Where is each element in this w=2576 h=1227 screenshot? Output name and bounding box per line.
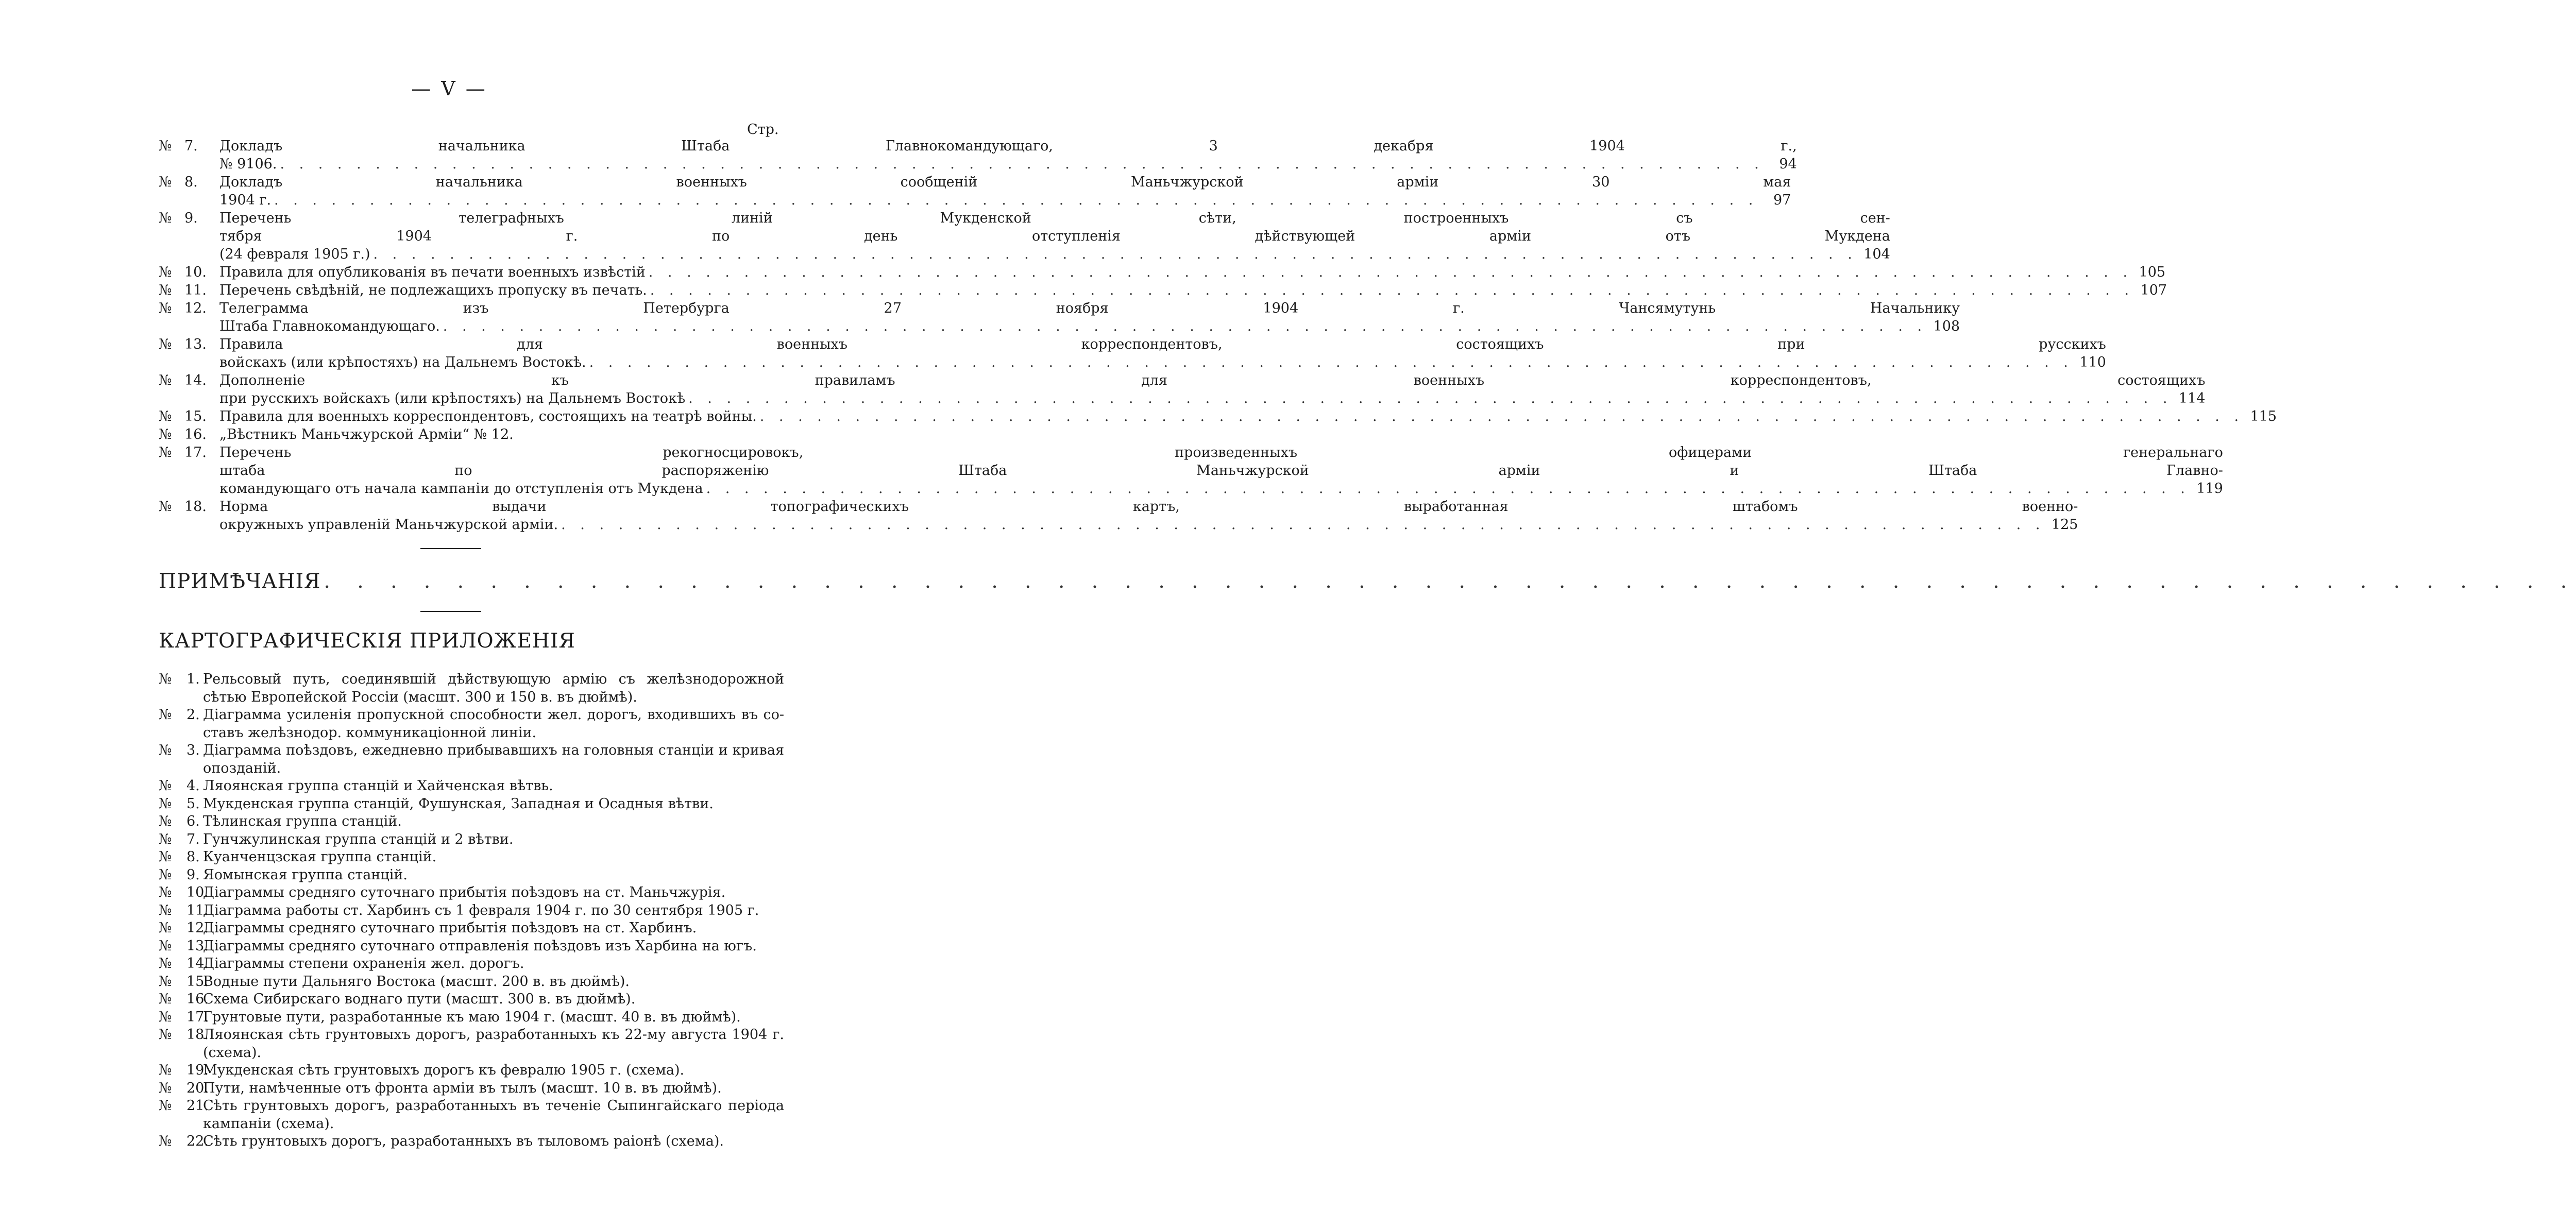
entry-body (219, 209, 1890, 263)
number-sign: № (159, 499, 172, 515)
map-number (159, 955, 209, 973)
map-number (159, 848, 203, 866)
map-text: Діаграмма работы ст. Харбинъ съ 1 февраля 1904 г. по 30 сентября 1905 г. (203, 902, 759, 918)
entry-number (159, 281, 219, 299)
entry-number (159, 209, 219, 263)
number-sign: № (159, 445, 172, 461)
entry-line: Телеграмма изъ Петербурга 27 ноября 1904 г. Чансямутунь Начальнику (219, 300, 1960, 316)
entry-text: войскахъ (или крѣпостяхъ) на Дальнемъ Востокѣ. (219, 354, 586, 370)
entry-page: 115 (2250, 408, 2277, 424)
number-sign: № (159, 336, 172, 352)
entry-number (159, 173, 219, 209)
leader-dots (649, 263, 2132, 281)
entry-text: окружныхъ управленій Маньчжурской арміи. (219, 517, 558, 533)
map-entry (159, 902, 784, 920)
map-entry (159, 813, 784, 831)
entry-last-line (219, 516, 2078, 534)
contents-entry (159, 498, 2078, 534)
map-index: 12. (187, 920, 209, 936)
map-number (159, 973, 209, 991)
entry-last-line (219, 317, 1960, 335)
map-entry (159, 848, 784, 866)
entry-line: Докладъ начальника военныхъ сообщеній Маньчжурской арміи 30 мая (219, 174, 1791, 190)
number-sign: № (159, 707, 172, 723)
number-sign: № (159, 1009, 172, 1025)
entry-text: № 9106. (219, 156, 277, 172)
entry-text: Перечень свѣдѣній, не подлежащихъ пропуску въ печать. (219, 282, 647, 298)
map-entry (159, 919, 784, 938)
number-sign: № (159, 210, 172, 226)
map-number (159, 795, 203, 813)
map-index: 1. (187, 671, 200, 687)
number-sign: № (159, 372, 172, 388)
map-entry (159, 777, 784, 795)
map-number (159, 866, 203, 884)
contents-entry (159, 209, 1890, 263)
entry-number (159, 444, 219, 498)
map-number (159, 1097, 209, 1133)
leader-dots (561, 516, 2045, 534)
number-sign: № (159, 866, 172, 883)
number-sign: № (159, 671, 172, 687)
entry-text: Правила для военныхъ корреспондентовъ, состоящихъ на театрѣ войны. (219, 408, 757, 424)
map-text: Схема Сибирскаго воднаго пути (масшт. 300 в. въ дюймѣ). (203, 991, 636, 1007)
map-index: 14. (187, 956, 209, 972)
notes-title: ПРИМѢЧАНІЯ (159, 570, 321, 593)
number-sign: № (159, 831, 172, 847)
leader-dots (589, 353, 2073, 371)
map-text: Діаграммы средняго суточнаго прибытія поѣздовъ на ст. Маньчжурія. (203, 884, 726, 900)
number-sign: № (159, 427, 172, 442)
entry-number (159, 335, 219, 371)
map-text: Гунчжулинская группа станцій и 2 вѣтви. (203, 831, 514, 847)
map-index: 22. (187, 1133, 209, 1149)
page-number: — V — (411, 77, 487, 100)
number-sign: № (159, 813, 172, 829)
map-text: Сѣть грунтовыхъ дорогъ, разработанныхъ въ теченіе Сыпингайскаго періода кампаніи (схема). (203, 1098, 784, 1132)
contents-entry (159, 371, 2206, 407)
map-index: 3. (187, 742, 200, 758)
entry-line: Правила для военныхъ корреспондентовъ, состоящихъ при русскихъ (219, 336, 2106, 352)
entry-number (159, 137, 219, 173)
contents-entry (159, 335, 2106, 371)
map-text: Водные пути Дальняго Востока (масшт. 200 в. въ дюймѣ). (203, 973, 630, 990)
map-text: Діаграмма усиленія пропускной способности жел. дорогъ, входившихъ въ со-ставъ желѣзнодор. коммуникаціонной линіи. (203, 707, 784, 741)
entry-text: командующаго отъ начала кампаніи до отступленія отъ Мукдена (219, 481, 703, 497)
entry-body (219, 371, 2205, 407)
notes-heading (159, 570, 784, 593)
map-index: 21. (187, 1098, 209, 1114)
number-sign: № (159, 174, 172, 190)
map-text: Діаграммы средняго суточнаго прибытія поѣздовъ на ст. Харбинъ. (203, 920, 697, 936)
map-text: Грунтовые пути, разработанные къ маю 1904 г. (масшт. 40 в. въ дюймѣ). (203, 1009, 741, 1025)
entry-last-line (219, 281, 2167, 299)
map-entry (159, 1080, 784, 1098)
map-entry (159, 866, 784, 884)
map-entry (159, 1097, 784, 1133)
leader-dots (706, 480, 2190, 498)
entry-index: 14. (184, 372, 207, 388)
map-number (159, 938, 209, 956)
entry-last-line (219, 353, 2106, 371)
leader-dots (274, 191, 1758, 209)
maps-list (159, 671, 784, 1151)
map-index: 7. (187, 831, 200, 847)
entry-body (219, 299, 1960, 335)
map-index: 9. (187, 866, 200, 883)
map-number (159, 706, 203, 742)
entry-index: 15. (184, 408, 207, 424)
number-sign: № (159, 920, 172, 936)
divider-rule-2 (420, 611, 481, 612)
map-text: Куанченцзская группа станцій. (203, 849, 437, 865)
entry-body (219, 498, 2078, 534)
entry-page: 108 (1933, 318, 1960, 334)
entry-index: 9. (184, 210, 198, 226)
number-sign: № (159, 1098, 172, 1114)
number-sign: № (159, 884, 172, 900)
number-sign: № (159, 973, 172, 990)
map-entry (159, 1026, 784, 1062)
leader-dots (650, 281, 2134, 299)
leader-dots (374, 245, 1857, 263)
entry-number (159, 299, 219, 335)
map-text: Діаграмма поѣздовъ, ежедневно прибывавшихъ на головныя станціи и кривая опозданій. (203, 742, 784, 776)
map-entry (159, 742, 784, 777)
entry-body (219, 263, 2165, 281)
contents-entry (159, 137, 1797, 173)
map-index: 13. (187, 938, 209, 954)
entry-index: 12. (184, 300, 207, 316)
map-number (159, 1009, 209, 1027)
map-text: Пути, намѣченные отъ фронта арміи въ тылъ (масшт. 10 в. въ дюймѣ). (203, 1080, 722, 1096)
map-text: Яомынская группа станцій. (203, 866, 408, 883)
contents-entry (159, 407, 2277, 425)
number-sign: № (159, 795, 172, 812)
map-number (159, 1133, 209, 1151)
entry-line: штаба по распоряженію Штаба Маньчжурской арміи и Штаба Главно- (219, 463, 2223, 479)
number-sign: № (159, 408, 172, 424)
map-number (159, 831, 203, 849)
map-entry (159, 991, 784, 1009)
map-text: Мукденская сѣть грунтовыхъ дорогъ къ февралю 1905 г. (схема). (203, 1062, 685, 1078)
entry-body (219, 173, 1791, 209)
contents-entry (159, 425, 784, 444)
contents-entry (159, 173, 1791, 209)
maps-title: КАРТОГРАФИЧЕСКІЯ ПРИЛОЖЕНІЯ (159, 629, 575, 653)
map-entry (159, 1133, 784, 1151)
number-sign: № (159, 742, 172, 758)
leader-dots (760, 407, 2244, 425)
entry-number (159, 407, 219, 425)
entry-body (219, 137, 1797, 173)
map-number (159, 1080, 209, 1098)
entry-index: 17. (184, 445, 207, 461)
map-entry (159, 671, 784, 706)
entry-index: 10. (184, 264, 207, 280)
entry-body (219, 444, 2223, 498)
entry-index: 16. (184, 427, 207, 442)
entry-body (219, 407, 2277, 425)
map-text: Діаграммы средняго суточнаго отправленія поѣздовъ изъ Харбина на югъ. (203, 938, 757, 954)
number-sign: № (159, 991, 172, 1007)
leader-dots (324, 570, 2576, 593)
entry-index: 11. (184, 282, 207, 298)
entry-number (159, 263, 219, 281)
entry-line: Перечень рекогносцировокъ, произведенныхъ офицерами генеральнаго (219, 445, 2223, 461)
map-index: 5. (187, 795, 200, 812)
entry-text: при русскихъ войскахъ (или крѣпостяхъ) на Дальнемъ Востокѣ (219, 390, 686, 406)
number-sign: № (159, 300, 172, 316)
entry-body (219, 425, 784, 444)
map-text: Ляоянская группа станцій и Хайченская вѣтвь. (203, 778, 553, 794)
number-sign: № (159, 138, 172, 154)
entry-line: Докладъ начальника Штаба Главнокомандующаго, 3 декабря 1904 г., (219, 138, 1797, 154)
map-entry (159, 955, 784, 973)
entry-line: Дополненіе къ правиламъ для военныхъ корреспондентовъ, состоящихъ (219, 372, 2206, 388)
map-index: 11. (187, 902, 209, 918)
map-number (159, 671, 203, 706)
contents-entry (159, 281, 2167, 299)
number-sign: № (159, 1062, 172, 1078)
map-number (159, 919, 209, 938)
entry-line: Норма выдачи топографическихъ картъ, выработанная штабомъ военно- (219, 499, 2078, 515)
entry-last-line (219, 263, 2165, 281)
page-column-label: Стр. (747, 122, 779, 138)
entry-page: 104 (1863, 246, 1890, 262)
map-index: 4. (187, 778, 200, 794)
map-entry (159, 1009, 784, 1027)
entry-index: 18. (184, 499, 207, 515)
map-text: Ляоянская сѣть грунтовыхъ дорогъ, разработанныхъ къ 22-му августа 1904 г. (схема). (203, 1027, 784, 1061)
map-number (159, 813, 203, 831)
entry-index: 8. (184, 174, 198, 190)
map-number (159, 742, 203, 777)
entry-number (159, 425, 219, 444)
number-sign: № (159, 282, 172, 298)
map-entry (159, 831, 784, 849)
leader-dots (688, 389, 2172, 407)
number-sign: № (159, 1080, 172, 1096)
map-index: 15. (187, 973, 209, 990)
number-sign: № (159, 849, 172, 865)
entry-line: Перечень телеграфныхъ линій Мукденской сѣти, построенныхъ съ сен- (219, 210, 1890, 226)
number-sign: № (159, 264, 172, 280)
entry-page: 110 (2079, 354, 2106, 370)
map-entry (159, 938, 784, 956)
entry-page: 105 (2139, 264, 2166, 280)
map-number (159, 1062, 209, 1080)
entry-line: тября 1904 г. по день отступленія дѣйствующей арміи отъ Мукдена (219, 228, 1890, 244)
map-entry (159, 795, 784, 813)
number-sign: № (159, 938, 172, 954)
number-sign: № (159, 1133, 172, 1149)
entry-number (159, 371, 219, 407)
divider-rule-1 (420, 548, 481, 549)
entry-last-line (219, 245, 1890, 263)
map-entry (159, 1062, 784, 1080)
map-index: 10. (187, 884, 209, 900)
entry-last-line (219, 389, 2205, 407)
entry-text: Штаба Главнокомандующаго. (219, 318, 440, 334)
map-index: 18. (187, 1027, 209, 1043)
contents-entry (159, 444, 2223, 498)
map-number (159, 777, 203, 795)
map-index: 16. (187, 991, 209, 1007)
map-index: 20. (187, 1080, 209, 1096)
entry-index: 13. (184, 336, 207, 352)
entry-text: (24 февраля 1905 г.) (219, 246, 370, 262)
map-number (159, 902, 209, 920)
map-index: 19. (187, 1062, 209, 1078)
entry-last-line (219, 155, 1797, 173)
number-sign: № (159, 902, 172, 918)
number-sign: № (159, 956, 172, 972)
map-number (159, 1026, 209, 1062)
contents-entry (159, 263, 2166, 281)
map-text: Мукденская группа станцій, Фушунская, Западная и Осадныя вѣтви. (203, 795, 714, 812)
map-entry (159, 973, 784, 991)
map-number (159, 991, 209, 1009)
contents-list (159, 137, 2277, 534)
map-text: Рельсовый путь, соединявшій дѣйствующую армію съ желѣзнодорожной сѣтью Европейской Россіи (масшт. 300 и 150 в. въ дюймѣ). (203, 671, 784, 705)
entry-body (219, 335, 2106, 371)
leader-dots (443, 317, 1927, 335)
number-sign: № (159, 1027, 172, 1043)
entry-last-line (219, 425, 784, 444)
map-text: Сѣть грунтовыхъ дорогъ, разработанныхъ въ тыловомъ раіонѣ (схема). (203, 1133, 724, 1149)
map-index: 8. (187, 849, 200, 865)
entry-text: Правила для опубликованія въ печати военныхъ извѣстій (219, 264, 646, 280)
contents-entry (159, 299, 1960, 335)
entry-page: 114 (2178, 390, 2206, 406)
number-sign: № (159, 778, 172, 794)
entry-page: 94 (1779, 156, 1797, 172)
entry-page: 107 (2140, 282, 2167, 298)
entry-page: 119 (2196, 481, 2223, 497)
entry-text: 1904 г. (219, 192, 272, 208)
map-index: 6. (187, 813, 200, 829)
entry-last-line (219, 407, 2277, 425)
map-entry (159, 706, 784, 742)
map-entry (159, 884, 784, 902)
entry-page: 97 (1773, 192, 1791, 208)
entry-text: „Вѣстникъ Маньчжурской Арміи“ № 12. (219, 427, 514, 442)
entry-body (219, 281, 2167, 299)
map-number (159, 884, 209, 902)
entry-last-line (219, 480, 2223, 498)
map-index: 17. (187, 1009, 209, 1025)
entry-page: 125 (2051, 517, 2078, 533)
map-text: Тѣлинская группа станцій. (203, 813, 402, 829)
map-index: 2. (187, 707, 200, 723)
entry-last-line (219, 191, 1791, 209)
entry-index: 7. (184, 138, 198, 154)
entry-number (159, 498, 219, 534)
leader-dots (280, 155, 1764, 173)
map-text: Діаграммы степени охраненія жел. дорогъ. (203, 956, 524, 972)
